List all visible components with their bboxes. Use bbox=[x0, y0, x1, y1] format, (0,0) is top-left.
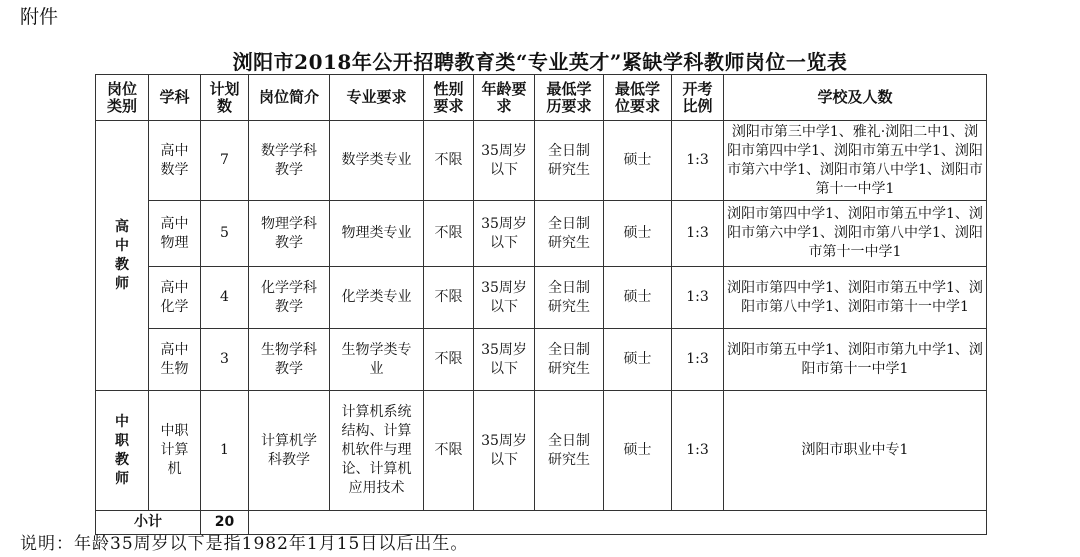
subject-cell: 高中 数学 bbox=[149, 121, 201, 201]
table-row bbox=[96, 201, 987, 267]
subtotal-value: 20 bbox=[201, 511, 249, 535]
table-row bbox=[96, 267, 987, 329]
schools-cell: 浏阳市第三中学1、雅礼·浏阳二中1、浏阳市第四中学1、浏阳市第五中学1、浏阳市第六中学1、浏阳市第八中学1、浏阳市第十一中学1 bbox=[724, 121, 987, 201]
plan-cell: 5 bbox=[201, 201, 249, 267]
ratio-cell: 1:3 bbox=[672, 391, 724, 511]
age-cell: 35周岁 以下 bbox=[474, 267, 535, 329]
subject-cell: 高中 化学 bbox=[149, 267, 201, 329]
header-major: 专业要求 bbox=[330, 75, 424, 121]
header-category: 岗位 类别 bbox=[96, 75, 149, 121]
schools-cell: 浏阳市职业中专1 bbox=[724, 391, 987, 511]
degree-cell: 硕士 bbox=[604, 267, 672, 329]
footnote: 说明：年龄35周岁以下是指1982年1月15日以后出生。 bbox=[20, 534, 469, 554]
ratio-cell: 1:3 bbox=[672, 201, 724, 267]
major-cell: 计算机系统 结构、计算 机软件与理 论、计算机 应用技术 bbox=[330, 391, 424, 511]
degree-cell: 硕士 bbox=[604, 201, 672, 267]
header-schools: 学校及人数 bbox=[724, 75, 987, 121]
header-ratio: 开考 比例 bbox=[672, 75, 724, 121]
plan-cell: 1 bbox=[201, 391, 249, 511]
education-cell: 全日制 研究生 bbox=[535, 329, 604, 391]
header-plan: 计划 数 bbox=[201, 75, 249, 121]
degree-cell: 硕士 bbox=[604, 391, 672, 511]
subtotal-label: 小计 bbox=[96, 511, 201, 535]
education-cell: 全日制 研究生 bbox=[535, 201, 604, 267]
header-degree: 最低学 位要求 bbox=[604, 75, 672, 121]
degree-cell: 硕士 bbox=[604, 329, 672, 391]
schools-cell: 浏阳市第五中学1、浏阳市第九中学1、浏阳市第十一中学1 bbox=[724, 329, 987, 391]
gender-cell: 不限 bbox=[424, 267, 474, 329]
attachment-label: 附件 bbox=[20, 6, 59, 28]
table-row bbox=[96, 121, 987, 201]
intro-cell: 数学学科 教学 bbox=[249, 121, 330, 201]
subject-cell: 高中 物理 bbox=[149, 201, 201, 267]
category-cell: 高 中 教 师 bbox=[96, 121, 149, 391]
plan-cell: 3 bbox=[201, 329, 249, 391]
education-cell: 全日制 研究生 bbox=[535, 267, 604, 329]
header-gender: 性别 要求 bbox=[424, 75, 474, 121]
major-cell: 数学类专业 bbox=[330, 121, 424, 201]
intro-cell: 物理学科 教学 bbox=[249, 201, 330, 267]
gender-cell: 不限 bbox=[424, 201, 474, 267]
header-education: 最低学 历要求 bbox=[535, 75, 604, 121]
subject-cell: 高中 生物 bbox=[149, 329, 201, 391]
degree-cell: 硕士 bbox=[604, 121, 672, 201]
gender-cell: 不限 bbox=[424, 121, 474, 201]
table-body bbox=[96, 121, 987, 511]
header-age: 年龄要 求 bbox=[474, 75, 535, 121]
document-title: 浏阳市2018年公开招聘教育类“专业英才”紧缺学科教师岗位一览表 bbox=[232, 50, 848, 74]
positions-table bbox=[95, 74, 987, 535]
age-cell: 35周岁 以下 bbox=[474, 391, 535, 511]
table-row bbox=[96, 329, 987, 391]
plan-cell: 4 bbox=[201, 267, 249, 329]
schools-cell: 浏阳市第四中学1、浏阳市第五中学1、浏阳市第六中学1、浏阳市第八中学1、浏阳市第十一中学1 bbox=[724, 201, 987, 267]
education-cell: 全日制 研究生 bbox=[535, 391, 604, 511]
age-cell: 35周岁 以下 bbox=[474, 121, 535, 201]
age-cell: 35周岁 以下 bbox=[474, 329, 535, 391]
ratio-cell: 1:3 bbox=[672, 121, 724, 201]
header-subject: 学科 bbox=[149, 75, 201, 121]
intro-cell: 生物学科 教学 bbox=[249, 329, 330, 391]
header-intro: 岗位简介 bbox=[249, 75, 330, 121]
education-cell: 全日制 研究生 bbox=[535, 121, 604, 201]
schools-cell: 浏阳市第四中学1、浏阳市第五中学1、浏阳市第八中学1、浏阳市第十一中学1 bbox=[724, 267, 987, 329]
subject-cell: 中职 计算 机 bbox=[149, 391, 201, 511]
major-cell: 生物学类专 业 bbox=[330, 329, 424, 391]
category-cell: 中 职 教 师 bbox=[96, 391, 149, 511]
gender-cell: 不限 bbox=[424, 391, 474, 511]
age-cell: 35周岁 以下 bbox=[474, 201, 535, 267]
table-row bbox=[96, 391, 987, 511]
gender-cell: 不限 bbox=[424, 329, 474, 391]
major-cell: 化学类专业 bbox=[330, 267, 424, 329]
table-header bbox=[96, 75, 987, 121]
ratio-cell: 1:3 bbox=[672, 329, 724, 391]
ratio-cell: 1:3 bbox=[672, 267, 724, 329]
plan-cell: 7 bbox=[201, 121, 249, 201]
intro-cell: 化学学科 教学 bbox=[249, 267, 330, 329]
major-cell: 物理类专业 bbox=[330, 201, 424, 267]
intro-cell: 计算机学 科教学 bbox=[249, 391, 330, 511]
